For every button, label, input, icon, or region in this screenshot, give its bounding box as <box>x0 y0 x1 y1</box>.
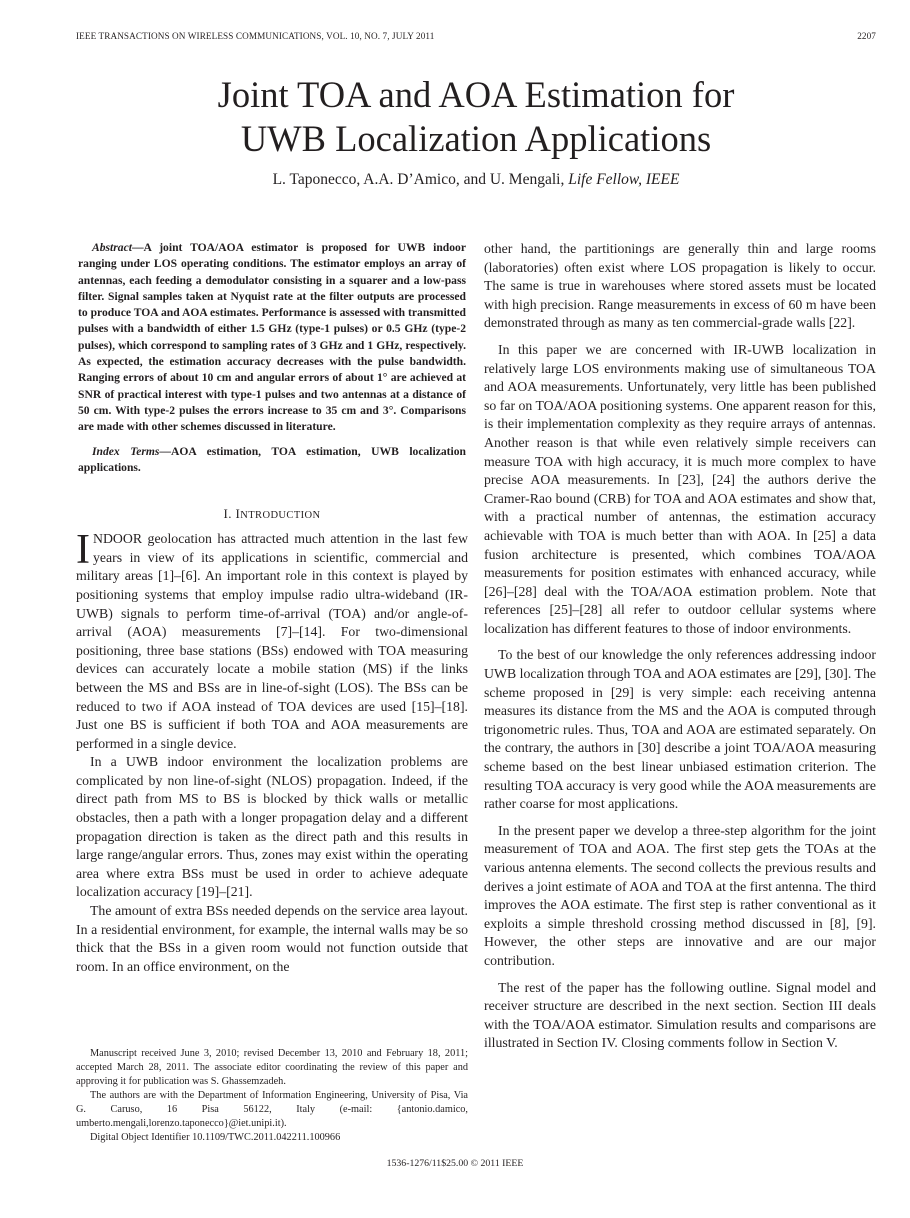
intro-paragraph-3: The amount of extra BSs needed depends on the service area layout. In a residential environment, for example, the internal walls may be so thick that the BSs in a given room would not function outside that room. In an office environment, on the <box>76 903 468 974</box>
right-paragraph-2: In this paper we are concerned with IR-UWB localization in relatively large LOS environments making use of simultaneous TOA and AOA measurements. Unfortunately, very little has been published so far on TOA/AOA positioning systems. One apparent reason for this, is their implementation complexity as they require arrays of antennas. Another reason is that while even relatively simple receivers can measure TOA with high accuracy, it is much more complex to have precise AOA measurements. In [23], [24] the authors derive the Cramer-Rao bound (CRB) for TOA and AOA estimates and show that, with a practical number of antennas, the estimation accuracy achievable with TOA is much better than with AOA. In [25] a data fusion architecture is presented, which combines TOA/AOA measurements for position estimates with enhanced accuracy, while [26]–[28] deal with the TOA/AOA estimation problem. Note that references [25]–[28] all refer to outdoor cellular systems where localization has different features to those of indoor environments. <box>484 341 876 636</box>
abstract-label: Abstract <box>92 241 132 254</box>
right-column <box>484 240 876 1061</box>
page-footer: 1536-1276/11$25.00 © 2011 IEEE <box>386 1158 524 1169</box>
right-paragraph-1: other hand, the partitionings are generally thin and large rooms (laboratories) often exist where LOS propagation is likely to occur. The same is true in warehouses where stored assets must be located with high precision. Range measurements in excess of 60 m have been demonstrated through as many as ten commercial-grade walls [22]. <box>484 241 876 331</box>
page-number: 2207 <box>857 31 876 41</box>
index-terms-label: Index Terms <box>92 444 160 458</box>
section-heading-introduction <box>76 506 468 522</box>
intro-paragraph-1 <box>76 527 468 753</box>
author-line <box>76 171 876 189</box>
running-head <box>76 31 876 45</box>
section-heading-rest: NTRODUCTION <box>240 510 321 522</box>
title-line-1: Joint TOA and AOA Estimation for <box>217 74 735 115</box>
abstract <box>76 240 468 436</box>
intro-paragraph-1-text: NDOOR geolocation has attracted much attention in the last few years in view of its applications in scientific, commercial and military areas [1]–[6]. An important role in this context is played by positioning systems that employ impulse radio ultra-wideband (IR-UWB) signals to perform time-of-arrival (TOA) and/or angle-of-arrival (AOA) measurements [7]–[14]. For two-dimensional positioning, three base stations (BSs) endowed with TOA measuring devices can accurately locate a mobile station (MS) if the links between the MS and BSs are in line-of-sight (LOS). The BSs can be reduced to two if AOA instead of TOA devices are used [15]–[18]. Just one BS is sufficient if both TOA and AOA measurements are performed in a single device. <box>76 531 468 751</box>
footnote-doi: Digital Object Identifier 10.1109/TWC.2011.042211.100966 <box>90 1132 341 1143</box>
section-heading-initial: I <box>235 506 241 522</box>
section-numeral: I. <box>223 506 232 522</box>
author-names: L. Taponecco, A.A. D’Amico, and U. Mengali, <box>272 171 565 188</box>
abstract-text: —A joint TOA/AOA estimator is proposed for UWB indoor ranging under LOS operating conditions. The estimator employs an array of antennas, each feeding a demodulator consisting in a squarer and a low-pass filter. Signal samples taken at Nyquist rate at the filter outputs are processed to produce TOA and AOA estimates. Performance is assessed with transmitted pulses with a bandwidth of either 1.5 GHz (type-1 pulses) or 0.5 GHz (type-2 pulses), which correspond to sampling rates of 3 GHz and 1 GHz, respectively. As expected, the estimation accuracy decreases with the pulse bandwidth. Ranging errors of about 10 cm and angular errors of about 1° are achieved at SNR of practical interest with type-1 pulses and two antennas at a distance of 50 cm. With type-2 pulses the errors increase to 35 cm and 3°. Comparisons are made with other schemes discussed in literature. <box>78 241 466 434</box>
right-paragraph-4: In the present paper we develop a three-step algorithm for the joint measurement of TOA and AOA. The first step gets the TOAs at the various antenna elements. The second collects the previous results and derives a joint estimate of AOA and TOA at the first antenna. The third improves the AOA estimate. The first step is rather conventional as it exploits a simple threshold crossing method discussed in [8], [9]. However, the other steps are innovative and are our major contribution. <box>484 822 876 968</box>
paper-title <box>76 73 876 161</box>
right-paragraph-3: To the best of our knowledge the only references addressing indoor UWB localization through TOA and AOA estimates are [29], [30]. The scheme proposed in [29] is very simple: each receiving antenna measures its distance from the MS and the AOA is computed through trigonometric rules. Thus, TOA and AOA are estimated separately. On the contrary, the authors in [30] describe a joint TOA/AOA measuring scheme based on the best linear unbiased estimation criterion. The resulting TOA accuracy is very good while the AOA measurements are rather coarse for most applications. <box>484 647 876 812</box>
right-paragraph-5: The rest of the paper has the following outline. Signal model and receiver structure are described in the next section. Section III deals with the TOA/AOA estimator. Simulation results and comparisons are illustrated in Section IV. Closing comments follow in Section V. <box>484 979 876 1051</box>
left-column <box>76 240 468 976</box>
index-terms <box>76 444 468 477</box>
title-line-2: UWB Localization Applications <box>240 118 712 159</box>
index-terms-text: —AOA estimation, TOA estimation, UWB localization applications. <box>78 444 466 474</box>
author-affiliation: Life Fellow, IEEE <box>568 171 680 188</box>
drop-cap: I <box>76 527 90 574</box>
footnote-manuscript: Manuscript received June 3, 2010; revised December 13, 2010 and February 18, 2011; accepted March 28, 2011. The associate editor coordinating the review of this paper and approving it for publication was S. Ghassemzadeh. <box>76 1048 468 1087</box>
journal-name: IEEE TRANSACTIONS ON WIRELESS COMMUNICATIONS, VOL. 10, NO. 7, JULY 2011 <box>76 31 435 41</box>
footnotes <box>76 1047 468 1145</box>
footnote-affiliation: The authors are with the Department of Information Engineering, University of Pisa, Via G. Caruso, 16 Pisa 56122, Italy (e-mail: {antonio.damico, umberto.mengali,lorenzo.taponecco}@iet.unipi.it). <box>76 1090 468 1129</box>
intro-paragraph-2: In a UWB indoor environment the localization problems are complicated by non line-of-sight (NLOS) propagation. Indeed, if the direct path from MS to BS is blocked by thick walls or metallic obstacles, then a path with a longer propagation delay and a different propagation direction is taken as the direct path and this results in large range/angular errors. Thus, zones may exist within the operating area where extra BSs must be used in order to achieve adequate localization accuracy [19]–[21]. <box>76 754 468 900</box>
